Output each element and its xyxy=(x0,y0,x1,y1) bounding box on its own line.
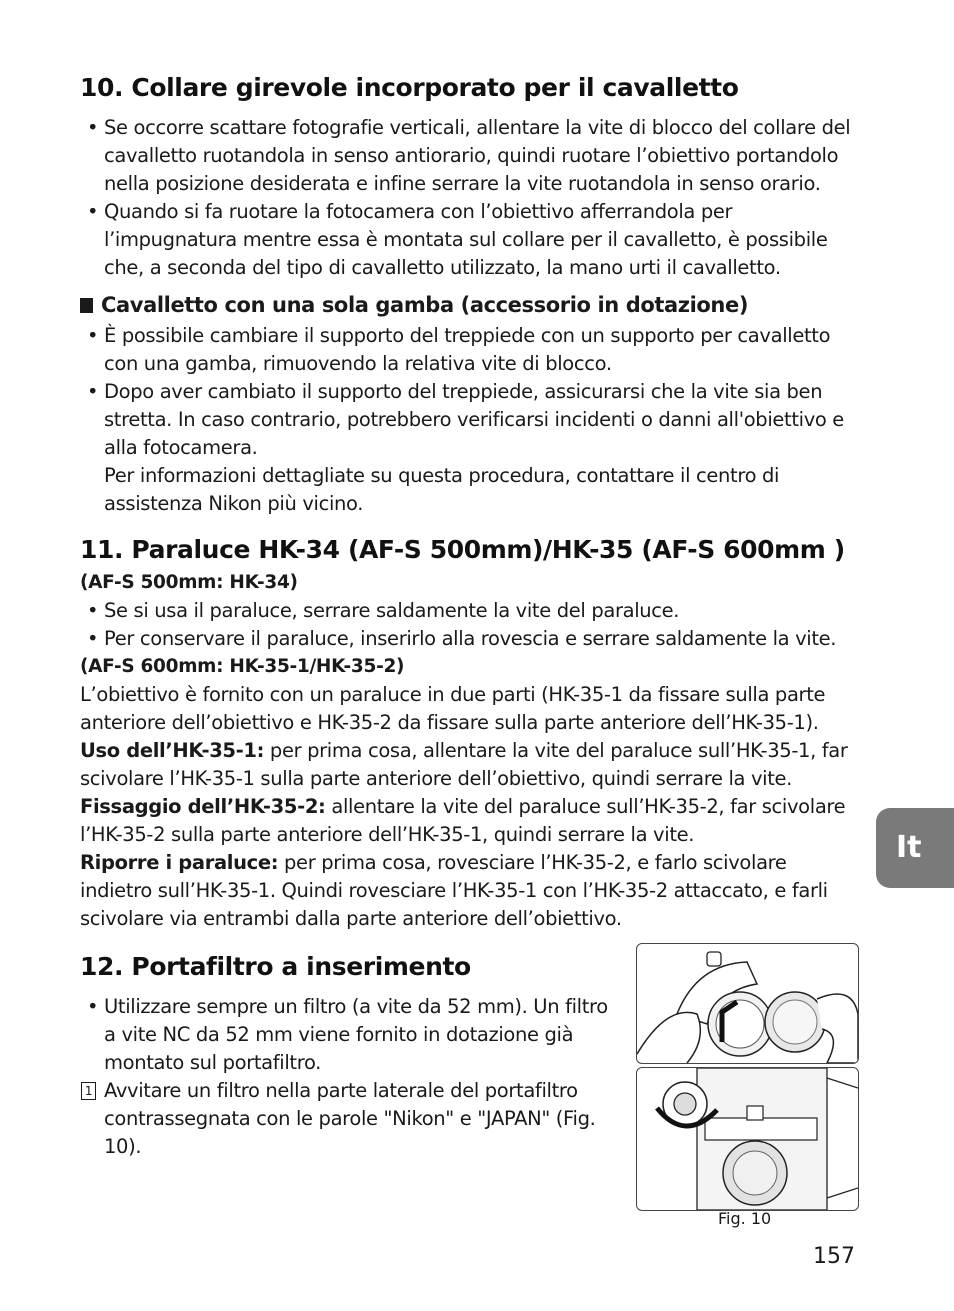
section-11-body xyxy=(80,569,860,933)
subsection-title: Cavalletto con una sola gamba (accessorio in dotazione) xyxy=(80,291,860,319)
section-10-body xyxy=(80,114,860,282)
subsection-body xyxy=(80,322,860,518)
section-12-body xyxy=(80,993,620,1161)
model-heading: (AF-S 500mm: HK-34) xyxy=(80,572,298,593)
model-heading: (AF-S 600mm: HK-35-1/HK-35-2) xyxy=(80,656,405,677)
section-11-title: 11. Paraluce HK-34 (AF-S 500mm)/HK-35 (AF-S 600mm ) xyxy=(80,535,845,564)
storage-paragraph: Riporre i paraluce: per prima cosa, rovesciare l’HK-35-2, e farlo scivolare indietro sull’HK-35-1. Quindi rovesciare l’HK-35-1 con l’HK-35-2 attaccato, e farli scivolare via entrambi dalla parte anteriore dell’obiettivo. xyxy=(80,851,828,930)
step-number: 1 xyxy=(81,1082,96,1100)
bullet-item: • Se si usa il paraluce, serrare saldamente la vite del paraluce. xyxy=(87,599,680,622)
figure-10-top xyxy=(636,943,859,1064)
figure-10-bottom xyxy=(636,1067,859,1211)
section-10-title: 10. Collare girevole incorporato per il cavalletto xyxy=(80,73,739,102)
square-bullet-icon xyxy=(80,298,93,313)
bullet-item: • È possibile cambiare il supporto del treppiede con un supporto per cavalletto con una gamba, rimuovendo la relativa vite di blocco. xyxy=(87,324,831,375)
bullet-item: • Quando si fa ruotare la fotocamera con l’obiettivo afferrandola per l’impugnatura mentre essa è montata sul collare per il cavalletto, è possibile che, a seconda del tipo di cavalletto utilizzato, la mano urti il cavalletto. xyxy=(87,200,828,279)
page-number: 157 xyxy=(813,1244,855,1269)
note-text: Per informazioni dettagliate su questa procedura, contattare il centro di assistenza Nikon più vicino. xyxy=(104,464,780,515)
bullet-item: • Per conservare il paraluce, inserirlo alla rovescia e serrare saldamente la vite. xyxy=(87,627,837,650)
bullet-item: • Se occorre scattare fotografie verticali, allentare la vite di blocco del collare del cavalletto ruotandola in senso antiorario, quindi ruotare l’obiettivo portandolo nella posizione desiderata e infine serrare la vite ruotandola in senso orario. xyxy=(87,116,851,195)
figure-caption: Fig. 10 xyxy=(718,1209,772,1228)
filter-holder-in-lens-illustration xyxy=(637,1068,858,1210)
bullet-item: • Dopo aver cambiato il supporto del treppiede, assicurarsi che la vite sia ben stretta. In caso contrario, potrebbero verificarsi incidenti o danni all'obiettivo e alla fotocamera. xyxy=(87,380,844,459)
step-item: 1 Avvitare un filtro nella parte laterale del portafiltro contrassegnata con le parole "Nikon" e "JAPAN" (Fig. 10). xyxy=(80,1077,620,1161)
filter-holder-illustration xyxy=(637,944,858,1063)
intro-paragraph: L’obiettivo è fornito con un paraluce in due parti (HK-35-1 da fissare sulla parte anteriore dell’obiettivo e HK-35-2 da fissare sulla parte anteriore dell’HK-35-1). xyxy=(80,683,826,734)
attach-paragraph: Fissaggio dell’HK-35-2: allentare la vite del paraluce sull’HK-35-2, far scivolare l’HK-35-2 sulla parte anteriore dell’HK-35-1, quindi serrare la vite. xyxy=(80,795,846,846)
bullet-item: • Utilizzare sempre un filtro (a vite da 52 mm). Un filtro a vite NC da 52 mm viene fornito in dotazione già montato sul portafiltro. xyxy=(87,995,608,1074)
section-12-title: 12. Portafiltro a inserimento xyxy=(80,952,471,981)
usage-paragraph: Uso dell’HK-35-1: per prima cosa, allentare la vite del paraluce sull’HK-35-1, far scivolare l’HK-35-1 sulla parte anteriore dell’obiettivo, quindi serrare la vite. xyxy=(80,739,848,790)
language-tab: It xyxy=(876,808,954,888)
